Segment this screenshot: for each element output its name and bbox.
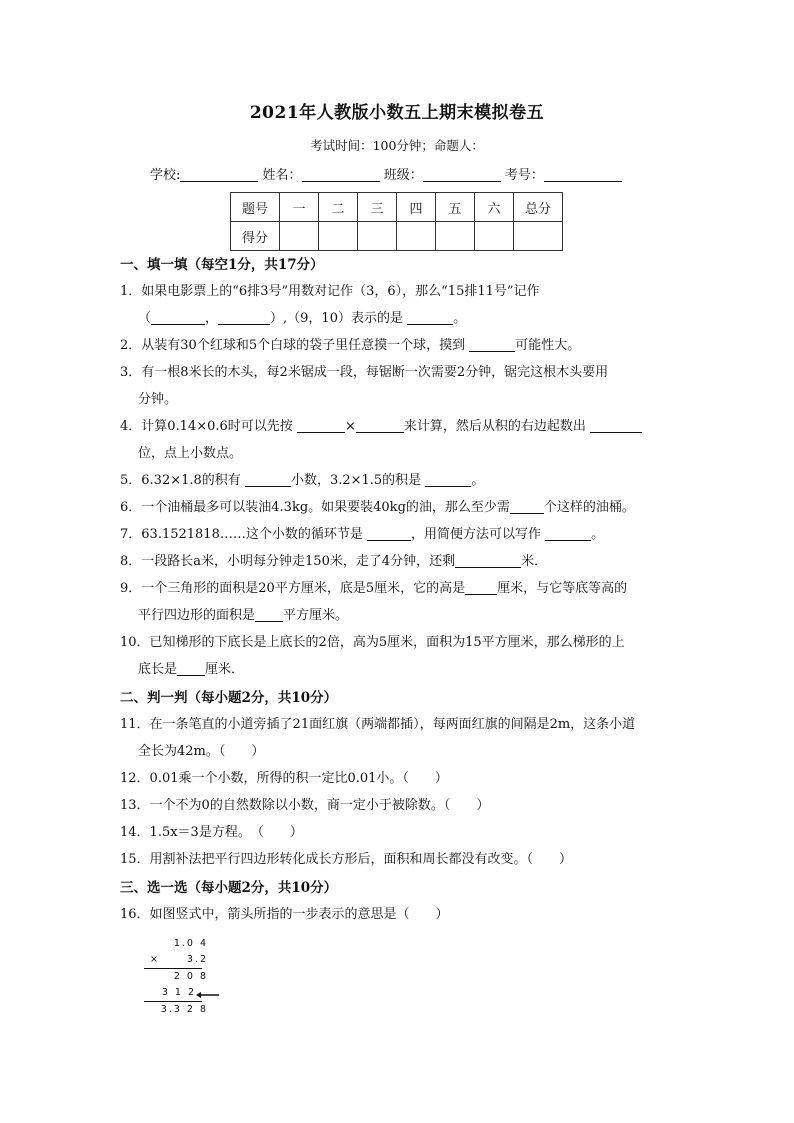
name-label: 姓名：	[262, 168, 302, 183]
score-cell: 六	[475, 193, 514, 222]
q7-text-2: ，用简便方法可以写作	[410, 527, 541, 542]
q1-open: （	[138, 311, 152, 326]
q9-text-3: 平行四边形的面积是	[138, 608, 256, 623]
score-cell: 题号	[231, 193, 280, 222]
class-label: 班级：	[383, 168, 423, 183]
arith-row-multiplicand: 1.0 4	[173, 938, 208, 949]
school-label: 学校:	[150, 168, 181, 183]
question-3-line-2: 分钟。	[138, 392, 178, 407]
question-3-line-1: 3．有一根8米长的木头，每2米锯成一段，每锯断一次需要2分钟，锯完这根木头要用	[120, 365, 609, 380]
vertical-multiplication-figure	[140, 936, 230, 1016]
score-input-cell[interactable]	[319, 222, 358, 251]
q5-end: 。	[471, 473, 485, 488]
score-input-cell[interactable]	[436, 222, 475, 251]
q8-end: 米．	[521, 554, 548, 569]
score-input-cell[interactable]	[475, 222, 514, 251]
score-input-cell[interactable]	[397, 222, 436, 251]
section-heading-3: 三、选一选（每小题2分，共10分）	[120, 880, 338, 896]
q10-text: 底长是	[138, 662, 178, 677]
q2-text-end: 可能性大。	[515, 338, 581, 353]
q1-rest: ）,（9，10）表示的是	[270, 311, 403, 326]
question-5	[120, 472, 484, 490]
number-blank[interactable]	[544, 167, 622, 182]
score-cell: 一	[280, 193, 319, 222]
score-table	[230, 192, 563, 251]
arith-row-multiplier: 3.2	[186, 954, 208, 965]
question-6	[120, 499, 635, 517]
q5-text-2: 小数，3.2×1.5的积是	[290, 473, 422, 488]
answer-blank[interactable]	[177, 662, 205, 676]
score-input-cell[interactable]	[358, 222, 397, 251]
exam-subtitle: 考试时间：100分钟；命题人：	[310, 138, 484, 153]
q7-end: 。	[591, 527, 605, 542]
answer-blank[interactable]	[545, 527, 591, 541]
arrow-left-icon	[196, 990, 220, 1000]
q6-text: 6．一个油桶最多可以装油4.3kg。如果要装40kg的油，那么至少需	[120, 500, 510, 515]
q5-text: 5．6.32×1.8的积有	[120, 473, 241, 488]
question-14: 14．1.5x＝3是方程。 （ ）	[120, 825, 303, 840]
question-16: 16．如图竖式中，箭头所指的一步表示的意思是（ ）	[120, 907, 449, 922]
score-cell: 总分	[514, 193, 563, 222]
q6-text-end: 个这样的油桶。	[543, 500, 635, 515]
answer-blank[interactable]	[469, 338, 515, 352]
name-blank[interactable]	[302, 167, 380, 182]
answer-blank[interactable]	[455, 554, 521, 568]
score-input-cell[interactable]	[280, 222, 319, 251]
number-label: 考号：	[504, 168, 544, 183]
question-1-line-2	[138, 310, 466, 328]
q4-text: 4．计算0.14×0.6时可以先按	[120, 419, 293, 434]
arith-row-partial-2: 3 1 2	[161, 987, 196, 998]
q2-text: 2．从装有30个红球和5个白球的袋子里任意摸一个球，摸到	[120, 338, 466, 353]
score-table-score-row	[231, 222, 563, 251]
answer-blank[interactable]	[255, 608, 283, 622]
question-4-line-2: 位，点上小数点。	[138, 446, 243, 461]
score-cell: 四	[397, 193, 436, 222]
arith-row-product: 3.3 2 8	[160, 1004, 208, 1015]
class-blank[interactable]	[423, 167, 501, 182]
q9-text-2: 厘米，与它等底等高的	[497, 581, 628, 596]
student-info-row	[150, 164, 670, 183]
question-1-line-1: 1．如果电影票上的“6排3号”用数对记作（3，6），那么“15排11号”记作	[120, 284, 540, 299]
answer-blank[interactable]	[218, 311, 270, 325]
exam-title: 2021年人教版小数五上期末模拟卷五	[249, 103, 545, 123]
q4-times: ×	[344, 419, 356, 434]
question-13: 13．一个不为0的自然数除以小数，商一定小于被除数。（ ）	[120, 798, 490, 813]
question-12: 12．0.01乘一个小数，所得的积一定比0.01小。（ ）	[120, 771, 448, 786]
score-table-header-row	[231, 193, 563, 222]
score-row-label: 得分	[231, 222, 280, 251]
arith-rule-line	[144, 1001, 202, 1002]
question-7	[120, 526, 604, 544]
q9-text-4: 平方厘米。	[283, 608, 349, 623]
answer-blank[interactable]	[367, 527, 411, 541]
question-11-line-1: 11．在一条笔直的小道旁插了21面红旗（两端都插），每两面红旗的间隔是2m，这条小道	[120, 717, 636, 732]
arith-rule-line	[144, 968, 202, 969]
question-9-line-1	[120, 580, 627, 598]
answer-blank[interactable]	[510, 500, 544, 514]
question-15: 15．用割补法把平行四边形转化成长方形后，面积和周长都没有改变。（ ）	[120, 852, 573, 867]
score-cell: 二	[319, 193, 358, 222]
q9-text: 9．一个三角形的面积是20平方厘米，底是5厘米，它的高是	[120, 581, 466, 596]
q1-end: 。	[453, 311, 467, 326]
question-10-line-2	[138, 661, 244, 679]
score-cell: 五	[436, 193, 475, 222]
answer-blank[interactable]	[465, 581, 497, 595]
question-2	[120, 337, 580, 355]
answer-blank[interactable]	[425, 473, 471, 487]
arith-times-sign: ×	[150, 954, 160, 965]
q1-comma: ，	[205, 311, 219, 326]
question-11-line-2: 全长为42m。（ ）	[138, 744, 265, 759]
arith-row-partial-1: 2 0 8	[173, 971, 208, 982]
question-9-line-2	[138, 607, 348, 625]
section-heading-2: 二、判一判（每小题2分，共10分）	[120, 690, 338, 706]
q7-text: 7．63.1521818……这个小数的循环节是	[120, 527, 363, 542]
q4-text-2: 来计算，然后从积的右边起数出	[403, 419, 586, 434]
question-4-line-1	[120, 418, 642, 436]
question-8	[120, 553, 547, 571]
question-10-line-1: 10．已知梯形的下底长是上底长的2倍，高为5厘米，面积为15平方厘米，那么梯形的上	[120, 635, 625, 650]
school-blank[interactable]	[180, 167, 258, 182]
answer-blank[interactable]	[356, 419, 404, 433]
q8-text: 8．一段路长a米，小明每分钟走150米，走了4分钟，还剩	[120, 554, 456, 569]
score-input-cell[interactable]	[514, 222, 563, 251]
answer-blank[interactable]	[245, 473, 291, 487]
answer-blank[interactable]	[151, 311, 205, 325]
answer-blank[interactable]	[407, 311, 453, 325]
answer-blank[interactable]	[297, 419, 345, 433]
section-heading-1: 一、填一填（每空1分，共17分）	[120, 257, 324, 273]
score-cell: 三	[358, 193, 397, 222]
q10-end: 厘米．	[205, 662, 245, 677]
answer-blank[interactable]	[590, 419, 642, 433]
